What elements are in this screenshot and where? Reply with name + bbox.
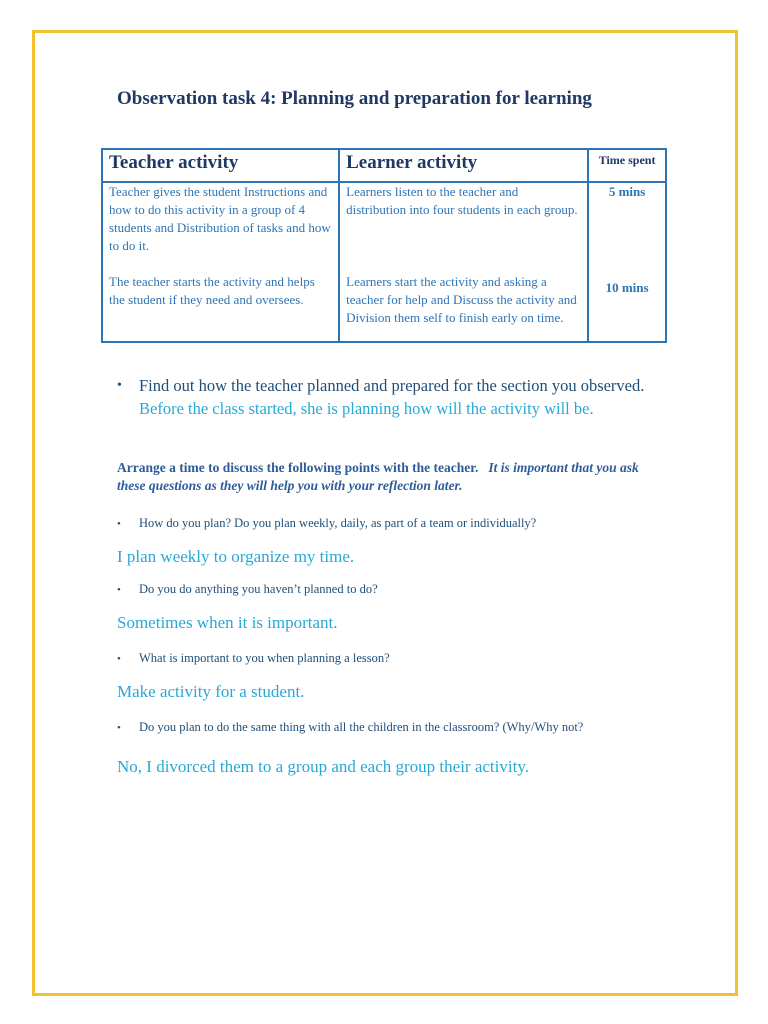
answer-1: I plan weekly to organize my time. [117,547,355,566]
learner-activity-1: Learners listen to the teacher and distribution into four students in each group. [346,184,578,217]
table-header-row [102,149,666,182]
question-4 [117,720,583,735]
teacher-activity-cell [102,182,339,342]
main-answer: Before the class started, she is planning how will the activity will be. [139,398,594,418]
bullet-icon: • [117,653,121,665]
teacher-activity-1: Teacher gives the student Instructions and how to do this activity in a group of 4 students and Distribution of tasks and how to do it. [109,184,331,253]
time-spent-2: 10 mins [605,280,649,295]
answer-4: No, I divorced them to a group and each group their activity. [117,757,529,776]
bullet-icon: • [117,518,121,530]
observation-table [101,148,667,343]
bullet-icon: • [117,722,121,734]
header-teacher-activity: Teacher activity [102,149,339,182]
bullet-icon: • [117,584,121,596]
main-question-block [117,375,677,420]
bullet-icon: • [117,378,122,393]
learner-activity-2: Learners start the activity and asking a teacher for help and Discuss the activity and Division them self to finish early on time. [346,274,577,325]
question-text: Do you do anything you haven’t planned to do? [139,582,378,596]
answer-2: Sometimes when it is important. [117,613,338,632]
main-question: Find out how the teacher planned and prepared for the section you observed. [139,376,645,395]
instructions-paragraph [117,459,657,495]
header-learner-activity: Learner activity [339,149,588,182]
time-spent-1: 5 mins [608,184,646,199]
answer-3: Make activity for a student. [117,682,305,701]
instructions-italic: It is important that you ask these questions as they will help you with your reflection later. [117,460,639,493]
teacher-activity-2: The teacher starts the activity and helps the student if they need and oversees. [109,274,315,307]
page-title: Observation task 4: Planning and preparation for learning [117,88,592,109]
learner-activity-cell [339,182,588,342]
question-1 [117,516,536,531]
question-2 [117,582,378,597]
table-row [102,182,666,342]
question-3 [117,651,390,666]
header-time-spent: Time spent [588,149,666,182]
time-spent-cell [588,182,666,342]
instructions-bold: Arrange a time to discuss the following points with the teacher. [117,460,479,475]
question-text: What is important to you when planning a lesson? [139,651,390,665]
question-text: How do you plan? Do you plan weekly, daily, as part of a team or individually? [139,516,537,530]
question-text: Do you plan to do the same thing with all the children in the classroom? (Why/Why not? [139,720,584,734]
